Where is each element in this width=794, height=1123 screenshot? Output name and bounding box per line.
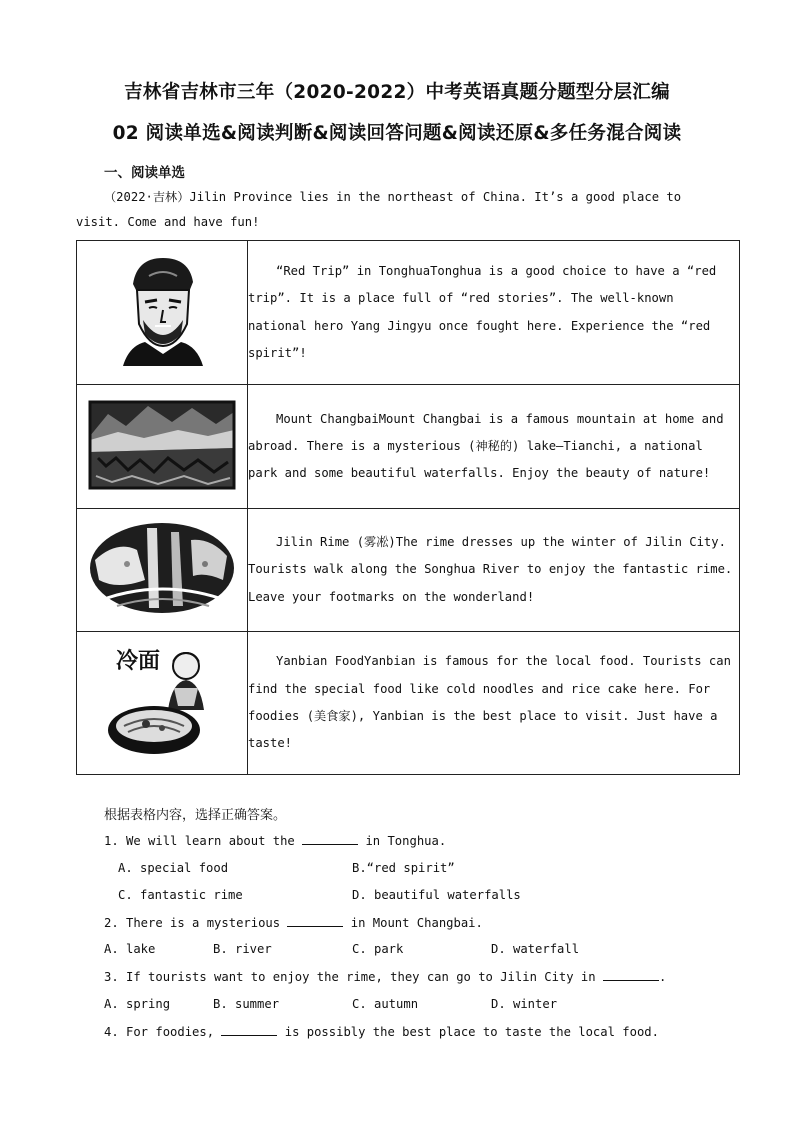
table-row xyxy=(77,385,740,509)
document-subtitle: 02 阅读单选&阅读判断&阅读回答问题&阅读还原&多任务混合阅读 xyxy=(112,123,682,144)
table-text-cell xyxy=(248,241,740,385)
table-image-cell xyxy=(77,241,248,385)
intro-line-2: visit. Come and have fun! xyxy=(76,215,260,229)
option-2b: B. river xyxy=(213,942,272,956)
cell-line: spirit”! xyxy=(248,345,307,360)
table-row xyxy=(77,509,740,632)
option-2c: C. park xyxy=(352,942,404,956)
option-3c: C. autumn xyxy=(352,997,419,1011)
rime-image xyxy=(87,520,237,616)
cell-line: Leave your footmarks on the wonderland! xyxy=(248,589,535,604)
question-1: 1. We will learn about the in Tonghua. xyxy=(104,834,447,848)
question-4: 4. For foodies, is possibly the best place to taste the local food. xyxy=(104,1025,659,1039)
cell-line: trip”. It is a place full of “red stories”. The well-known xyxy=(248,291,674,306)
table-image-cell xyxy=(77,509,248,632)
section-heading: 一、阅读单选 xyxy=(104,165,185,181)
food-image-label: 冷面 xyxy=(116,648,161,674)
question-2: 2. There is a mysterious in Mount Changbai. xyxy=(104,916,483,930)
cell-line: “Red Trip” in TonghuaTonghua is a good choice to have a “red xyxy=(276,263,717,278)
option-1d: D. beautiful waterfalls xyxy=(352,888,521,902)
answer-blank xyxy=(603,969,659,981)
option-1b: B.“red spirit” xyxy=(352,861,455,875)
option-1c: C. fantastic rime xyxy=(118,888,243,902)
option-3d: D. winter xyxy=(491,997,558,1011)
cell-line: Tourists walk along the Songhua River to enjoy the fantastic rime. xyxy=(248,562,733,577)
portrait-image xyxy=(119,254,205,366)
cell-line: national hero Yang Jingyu once fought here. Experience the “red xyxy=(248,318,711,333)
intro-line-1: （2022·吉林）Jilin Province lies in the northeast of China. It’s a good place to xyxy=(104,190,682,204)
option-2a: A. lake xyxy=(104,942,156,956)
table-text-cell xyxy=(248,632,740,775)
table-image-cell xyxy=(77,385,248,509)
table-text-cell xyxy=(248,385,740,509)
table-text-cell xyxy=(248,509,740,632)
option-2d: D. waterfall xyxy=(491,942,580,956)
mountain-image xyxy=(88,396,236,492)
instruction-text: 根据表格内容，选择正确答案。 xyxy=(104,808,287,823)
answer-blank xyxy=(221,1024,277,1036)
answer-blank xyxy=(287,915,343,927)
table-row xyxy=(77,632,740,775)
attractions-table xyxy=(76,240,740,775)
cell-line: Jilin Rime (雾凇)The rime dresses up the winter of Jilin City. xyxy=(276,535,726,550)
cell-line: taste! xyxy=(248,736,293,751)
option-3b: B. summer xyxy=(213,997,280,1011)
cell-line: find the special food like cold noodles and rice cake here. For xyxy=(248,681,711,696)
option-3a: A. spring xyxy=(104,997,171,1011)
question-3: 3. If tourists want to enjoy the rime, they can go to Jilin City in . xyxy=(104,970,667,984)
food-image xyxy=(102,640,222,762)
document-title: 吉林省吉林市三年（2020-2022）中考英语真题分题型分层汇编 xyxy=(124,82,670,103)
cell-line: Yanbian FoodYanbian is famous for the local food. Tourists can xyxy=(276,654,731,669)
option-1a: A. special food xyxy=(118,861,229,875)
cell-line: Mount ChangbaiMount Changbai is a famous mountain at home and xyxy=(276,411,724,426)
table-image-cell xyxy=(77,632,248,775)
answer-blank xyxy=(302,833,358,845)
cell-line: abroad. There is a mysterious (神秘的) lake—Tianchi, a national xyxy=(248,438,703,453)
table-row xyxy=(77,241,740,385)
cell-line: park and some beautiful waterfalls. Enjoy the beauty of nature! xyxy=(248,466,711,481)
cell-line: foodies (美食家), Yanbian is the best place to visit. Just have a xyxy=(248,709,718,723)
